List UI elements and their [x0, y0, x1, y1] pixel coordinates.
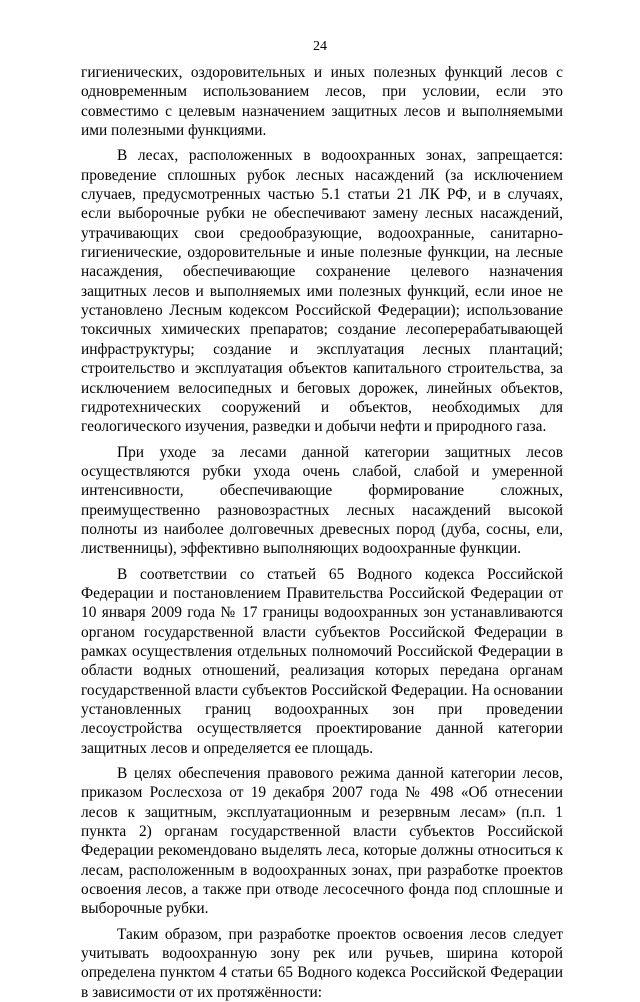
document-body	[81, 63, 563, 1002]
paragraph-water-code-article-65: В соответствии со статьей 65 Водного кодекса Российской Федерации и постановлением Правительства Российской Федерации от 10 января 2009 года № 17 границы водоохранных зон устанавливаются органом государственной власти субъектов Российской Федерации в рамках осуществления отдельных полномочий Российской Федерации в области водных отношений, реализация которых передана органам государственной власти субъектов Российской Федерации. На основании установленных границ водоохранных зон при проведении лесоустройства осуществляется проектирование данной категории защитных лесов и определяется ее площадь.	[81, 565, 563, 757]
paragraph-rosleskhoz-order: В целях обеспечения правового режима данной категории лесов, приказом Рослесхоза от 19 декабря 2007 года № 498 «Об отнесении лесов к защитным, эксплуатационным и резервным лесам» (п.п. 1 пункта 2) органам государственной власти субъектов Российской Федерации рекомендовано выделять леса, которые должны относиться к лесам, расположенным в водоохранных зонах, при разработке проектов освоения лесов, а также при отводе лесосечного фонда под сплошные и выборочные рубки.	[81, 765, 563, 918]
paragraph-conclusion: Таким образом, при разработке проектов освоения лесов следует учитывать водоохранную зону рек или ручьев, ширина которой определена пунктом 4 статьи 65 Водного кодекса Российской Федерации в зависимости от их протяжённости:	[81, 925, 563, 1001]
paragraph-forest-care: При уходе за лесами данной категории защитных лесов осуществляются рубки ухода очень слабой, слабой и умеренной интенсивности, обеспечивающие формирование сложных, преимущественно разновозрастных лесных насаждений высокой полноты из наиболее долговечных древесных пород (дуба, сосны, ели, лиственницы), эффективно выполняющих водоохранные функции.	[81, 443, 563, 558]
paragraph-water-protection-prohibitions: В лесах, расположенных в водоохранных зонах, запрещается: проведение сплошных рубок лесных насаждений (за исключением случаев, предусмотренных частью 5.1 статьи 21 ЛК РФ, и в случаях, если выборочные рубки не обеспечивают замену лесных насаждений, утрачивающих свои средообразующие, водоохранные, санитарно-гигиенические, оздоровительные и иные полезные функции, на лесные насаждения, обеспечивающие сохранение целевого назначения защитных лесов и выполняемых ими полезных функций, если иное не установлено Лесным кодексом Российской Федерации); использование токсичных химических препаратов; создание лесоперерабатывающей инфраструктуры; создание и эксплуатация лесных плантаций; строительство и эксплуатация объектов капитального строительства, за исключением велосипедных и беговых дорожек, линейных объектов, гидротехнических сооружений и объектов, необходимых для геологического изучения, разведки и добычи нефти и природного газа.	[81, 147, 563, 436]
page-number: 24	[313, 39, 327, 54]
paragraph-continued: гигиенических, оздоровительных и иных полезных функций лесов с одновременным использованием лесов, при условии, если это совместимо с целевым назначением защитных лесов и выполняемыми ими полезными функциями.	[81, 64, 563, 140]
